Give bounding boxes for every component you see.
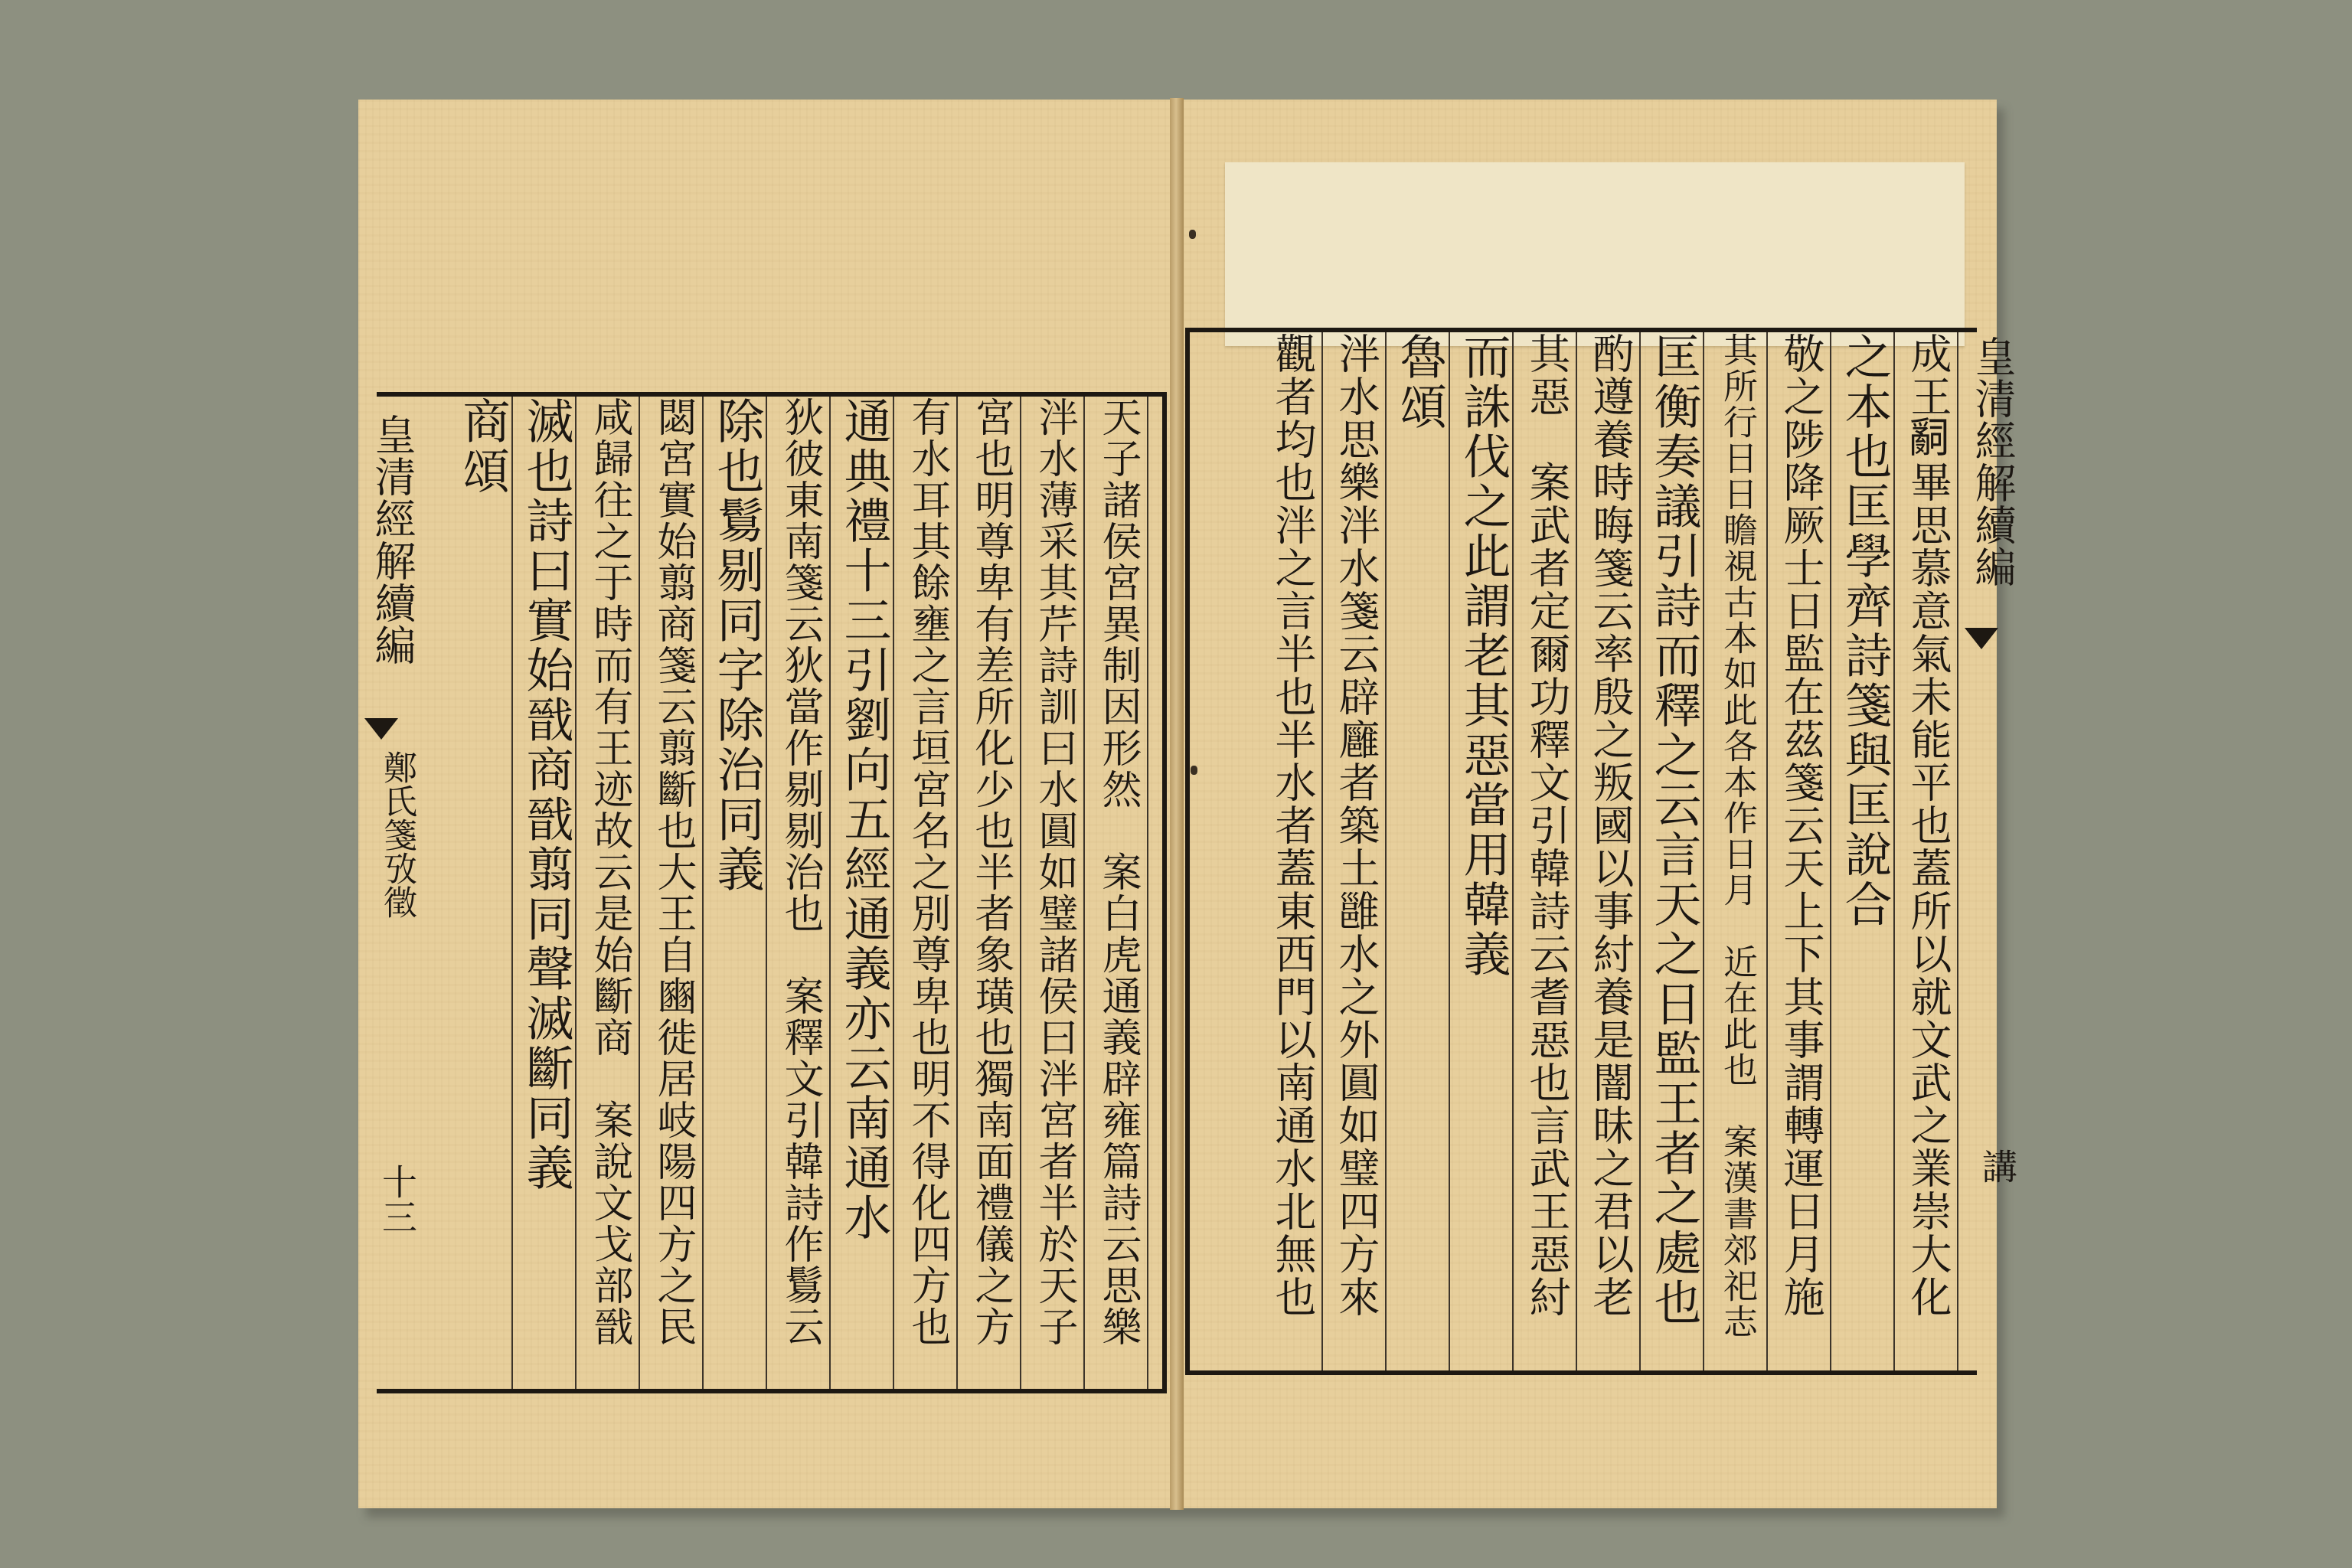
text-column: 宮也明尊卑有差所化少也半者象璜也獨南面禮儀之方 <box>962 397 1021 1389</box>
text-column: 匡衡奏議引詩而釋之云言天之日監王者之處也 <box>1645 332 1704 1370</box>
text-column: 敬之陟降厥士日監在茲箋云天上下其事謂轉運日月施 <box>1772 332 1831 1370</box>
pasted-paper-slip <box>1225 162 1965 346</box>
text-column: 通典禮十三引劉向五經通義亦云南通水 <box>835 397 894 1389</box>
left-folio-number: 十三 <box>377 1164 418 1234</box>
text-column: 之本也匡學齊詩箋與匡說合 <box>1835 332 1895 1370</box>
text-column: 滅也詩曰實始戩商戩翦同聲滅斷同義 <box>517 397 577 1389</box>
text-column: 除也鬄剔同字除治同義 <box>707 397 767 1389</box>
text-column: 狄彼東南箋云狄當作剔剔治也 案釋文引韓詩作鬄云 <box>771 397 831 1389</box>
left-margin-title: 皇清經解續編 <box>368 413 416 666</box>
fish-tail-mark <box>1965 628 1998 649</box>
text-column: 商頌 <box>453 397 513 1389</box>
fish-tail-mark <box>364 718 398 740</box>
text-column: 而誅伐之此謂老其惡當用韓義 <box>1454 332 1514 1370</box>
text-column: 其所行日日瞻視古本如此各本作日月 近在此也 案漢書郊祀志 <box>1708 332 1768 1370</box>
text-column: 天子諸侯宮異制因形然 案白虎通義辟雍篇詩云思樂 <box>1089 397 1148 1389</box>
text-column: 觀者均也泮之言半也半水者蓋東西門以南通水北無也 <box>1263 332 1323 1370</box>
text-column: 魯頌 <box>1390 332 1450 1370</box>
text-column: 泮水思樂泮水箋云辟廱者築土雝水之外圓如璧四方來 <box>1327 332 1387 1370</box>
text-column: 成王𤔲畢思慕意氣未能平也蓋所以就文武之業崇大化 <box>1899 332 1958 1370</box>
book-spine <box>1170 98 1184 1510</box>
right-margin-title: 皇清經解續編 <box>1968 335 2017 588</box>
left-margin-subtitle: 鄭氏箋攷徵 <box>377 750 416 919</box>
text-column: 咸歸往之于時而有王迹故云是始斷商 案說文戈部戩 <box>580 397 640 1389</box>
binding-hole <box>1189 230 1196 239</box>
text-column: 閟宮實始翦商箋云翦斷也大王自豳徙居岐陽四方之民 <box>644 397 704 1389</box>
text-column: 有水耳其餘壅之言垣宮名之別尊卑也明不得化四方也 <box>898 397 958 1389</box>
text-column: 酌遵養時晦箋云率殷之叛國以事紂養是闇昧之君以老 <box>1581 332 1641 1370</box>
right-folio-number: 講 <box>1977 1148 2018 1184</box>
text-column: 其惡 案武者定爾功釋文引韓詩云耆惡也言武王惡紂 <box>1517 332 1577 1370</box>
text-column: 泮水薄采其芹詩訓曰水圓如璧諸侯曰泮宮者半於天子 <box>1025 397 1085 1389</box>
